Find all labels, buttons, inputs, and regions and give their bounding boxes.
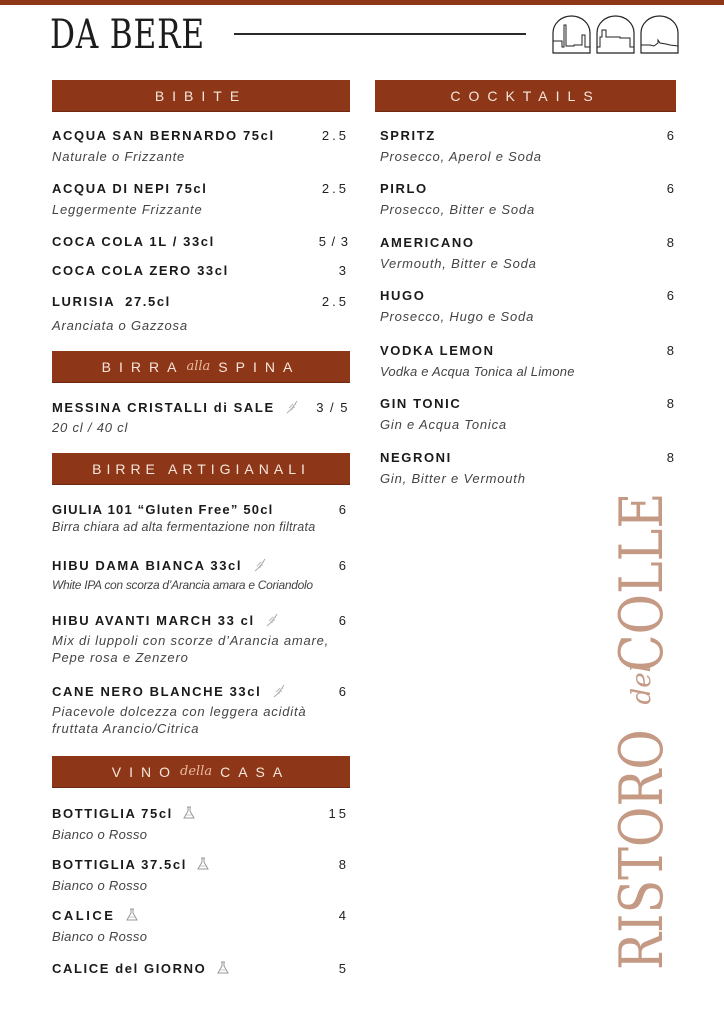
menu-item bbox=[52, 683, 349, 737]
top-accent-bar bbox=[0, 0, 724, 5]
item-price: 3 bbox=[338, 263, 349, 278]
menu-item bbox=[52, 181, 349, 218]
item-name: CALICE del GIORNO bbox=[52, 961, 207, 976]
menu-item bbox=[52, 399, 349, 436]
section-title-script: alla bbox=[186, 359, 211, 374]
item-description: Gin, Bitter e Vermouth bbox=[380, 471, 526, 486]
item-name: CALICE bbox=[52, 908, 116, 923]
item-description: Bianco o Rosso bbox=[52, 929, 148, 944]
item-description: Prosecco, Bitter e Soda bbox=[380, 202, 535, 217]
item-name: PIRLO bbox=[380, 181, 428, 196]
page-title: DA BERE bbox=[50, 12, 205, 58]
arch-skyline-castle-icon bbox=[596, 15, 635, 54]
item-price: 4 bbox=[338, 908, 349, 923]
arch-skyline-towers-icon bbox=[552, 15, 591, 54]
menu-item bbox=[52, 234, 349, 249]
item-name: VODKA LEMON bbox=[380, 343, 495, 358]
flask-icon bbox=[197, 857, 209, 871]
item-name: NEGRONI bbox=[380, 450, 452, 465]
item-description: Prosecco, Hugo e Soda bbox=[380, 309, 535, 324]
item-name: HIBU DAMA BIANCA 33cl bbox=[52, 558, 243, 573]
item-price: 15 bbox=[328, 806, 349, 821]
menu-item bbox=[380, 181, 677, 218]
brand-word-del: del bbox=[627, 664, 657, 705]
item-price: 2.5 bbox=[321, 128, 349, 143]
menu-item bbox=[52, 263, 349, 278]
item-name: MESSINA CRISTALLI di SALE bbox=[52, 400, 275, 415]
brand-word-colle: COLLE bbox=[607, 492, 677, 673]
brand-logo-vertical bbox=[607, 492, 677, 970]
section-title-right: CASA bbox=[220, 763, 291, 780]
item-price: 6 bbox=[666, 288, 677, 303]
item-name: BOTTIGLIA 37.5cl bbox=[52, 857, 187, 872]
item-description: Aranciata o Gazzosa bbox=[52, 318, 188, 333]
section-header-birra-spina bbox=[52, 351, 350, 383]
item-description: Mix di luppoli con scorze d’Arancia amare, Pepe rosa e Zenzero bbox=[52, 633, 330, 665]
item-description: 20 cl / 40 cl bbox=[52, 420, 129, 435]
section-header-vino-casa bbox=[52, 756, 350, 788]
item-name: HIBU AVANTI MARCH 33 cl bbox=[52, 613, 255, 628]
section-title-right: SPINA bbox=[218, 358, 301, 375]
item-description: Piacevole dolcezza con leggera acidità fruttata Arancio/Citrica bbox=[52, 704, 307, 736]
wheat-icon bbox=[285, 400, 299, 414]
item-description: Vodka e Acqua Tonica al Limone bbox=[380, 364, 575, 379]
item-description: Leggermente Frizzante bbox=[52, 202, 203, 217]
item-description: Naturale o Frizzante bbox=[52, 149, 186, 164]
item-price: 6 bbox=[338, 684, 349, 699]
item-price: 6 bbox=[338, 502, 349, 517]
item-name: LURISIA 27.5cl bbox=[52, 294, 171, 309]
item-price: 2.5 bbox=[321, 294, 349, 309]
wheat-icon bbox=[272, 684, 286, 698]
menu-item bbox=[52, 856, 349, 894]
title-divider bbox=[234, 33, 526, 35]
item-description: Prosecco, Aperol e Soda bbox=[380, 149, 542, 164]
section-title-left: VINO bbox=[111, 763, 178, 780]
section-header-cocktails bbox=[375, 80, 676, 112]
item-description: White IPA con scorza d’Arancia amara e Coriandolo bbox=[52, 578, 313, 592]
item-price: 3 / 5 bbox=[316, 400, 349, 415]
item-price: 2.5 bbox=[321, 181, 349, 196]
menu-item bbox=[380, 343, 677, 380]
item-description: Bianco o Rosso bbox=[52, 878, 148, 893]
item-name: ACQUA SAN BERNARDO 75cl bbox=[52, 128, 275, 143]
brand-word-ristoro: RISTORO bbox=[607, 729, 677, 970]
menu-item bbox=[380, 450, 677, 487]
section-title: BIBITE bbox=[154, 87, 248, 104]
item-price: 5 / 3 bbox=[318, 234, 349, 249]
menu-item bbox=[52, 960, 349, 978]
menu-item bbox=[380, 235, 677, 272]
item-name: COCA COLA ZERO 33cl bbox=[52, 263, 229, 278]
section-title: BIRRE ARTIGIANALI bbox=[92, 460, 310, 477]
item-price: 8 bbox=[666, 450, 677, 465]
item-description: Birra chiara ad alta fermentazione non filtrata bbox=[52, 520, 316, 534]
section-title: COCKTAILS bbox=[450, 87, 601, 104]
arch-skyline-hills-icon bbox=[640, 15, 679, 54]
item-name: SPRITZ bbox=[380, 128, 436, 143]
item-price: 6 bbox=[666, 128, 677, 143]
item-name: CANE NERO BLANCHE 33cl bbox=[52, 684, 262, 699]
section-header-bibite bbox=[52, 80, 350, 112]
menu-item bbox=[52, 557, 349, 594]
menu-item bbox=[52, 907, 349, 945]
item-price: 8 bbox=[666, 235, 677, 250]
wheat-icon bbox=[253, 558, 267, 572]
flask-icon bbox=[183, 806, 195, 820]
item-name: ACQUA DI NEPI 75cl bbox=[52, 181, 208, 196]
item-price: 8 bbox=[666, 396, 677, 411]
item-description: Bianco o Rosso bbox=[52, 827, 148, 842]
menu-item bbox=[52, 502, 349, 536]
section-title-left: BIRRA bbox=[101, 358, 185, 375]
item-description: Vermouth, Bitter e Soda bbox=[380, 256, 537, 271]
menu-item bbox=[380, 288, 677, 325]
flask-icon bbox=[126, 908, 138, 922]
item-price: 6 bbox=[338, 558, 349, 573]
menu-item bbox=[52, 128, 349, 165]
menu-item bbox=[52, 612, 349, 666]
item-price: 5 bbox=[338, 961, 349, 976]
item-price: 8 bbox=[338, 857, 349, 872]
wheat-icon bbox=[265, 613, 279, 627]
menu-item bbox=[52, 805, 349, 843]
item-name: COCA COLA 1L / 33cl bbox=[52, 234, 215, 249]
item-price: 6 bbox=[666, 181, 677, 196]
header-illustrations bbox=[552, 15, 679, 54]
menu-item bbox=[380, 396, 677, 433]
flask-icon bbox=[217, 961, 229, 975]
section-title-script: della bbox=[180, 764, 213, 779]
menu-item bbox=[380, 128, 677, 165]
menu-item bbox=[52, 294, 349, 334]
item-name: GIULIA 101 “Gluten Free” 50cl bbox=[52, 502, 274, 517]
item-name: HUGO bbox=[380, 288, 426, 303]
item-name: AMERICANO bbox=[380, 235, 475, 250]
item-price: 6 bbox=[338, 613, 349, 628]
item-price: 8 bbox=[666, 343, 677, 358]
section-header-birre-artigianali bbox=[52, 453, 350, 485]
item-description: Gin e Acqua Tonica bbox=[380, 417, 507, 432]
item-name: GIN TONIC bbox=[380, 396, 462, 411]
item-name: BOTTIGLIA 75cl bbox=[52, 806, 173, 821]
